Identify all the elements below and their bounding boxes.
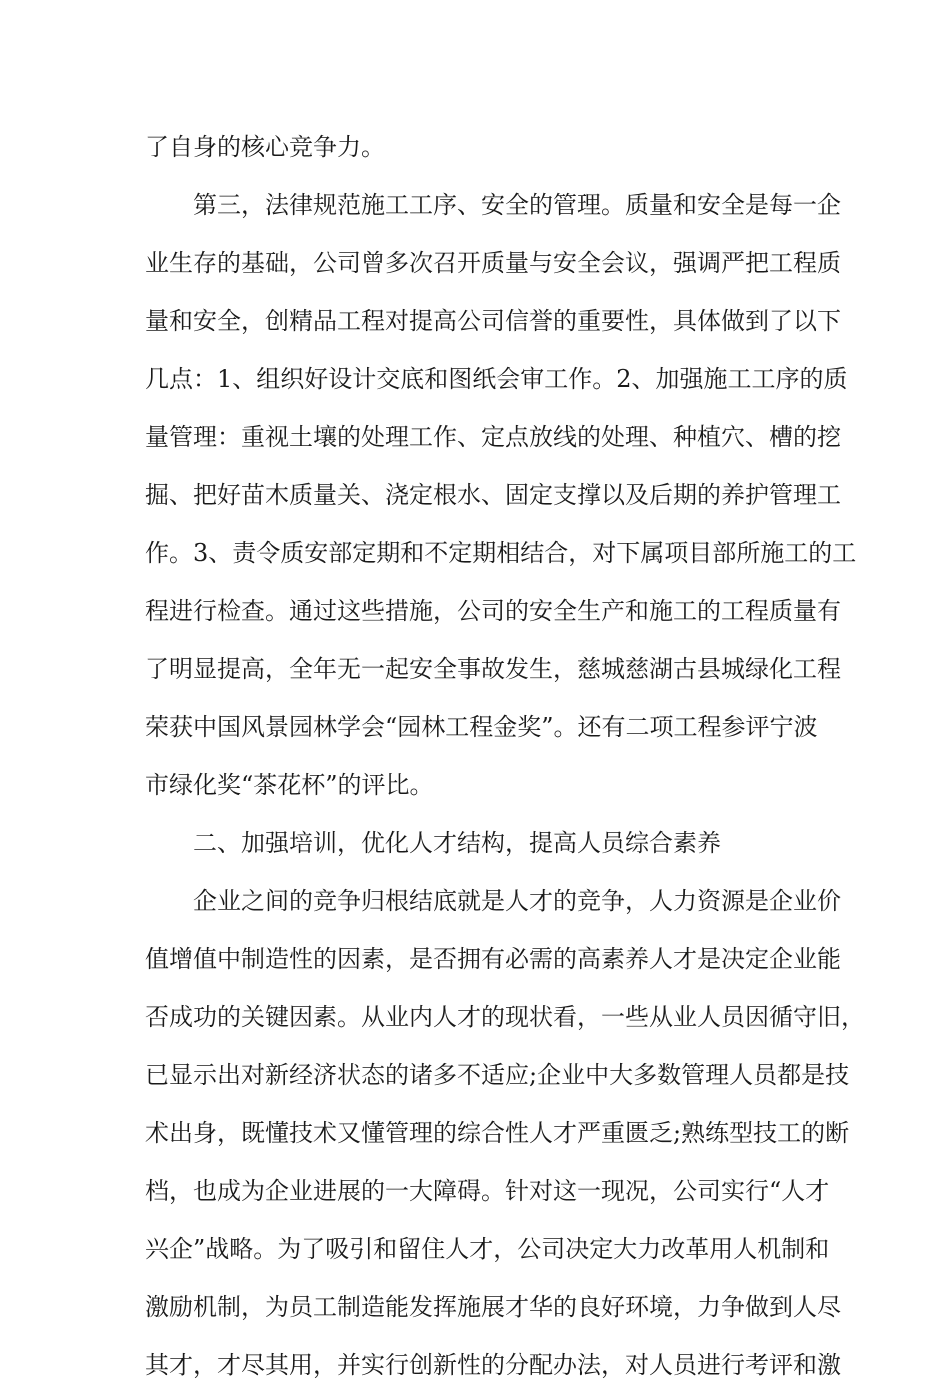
text-line: 档，也成为企业进展的一大障碍。针对这一现况，公司实行“人才 — [145, 1177, 830, 1205]
text-line: 了明显提高，全年无一起安全事故发生，慈城慈湖古县城绿化工程 — [145, 655, 841, 683]
text-line: 作。3、责令质安部定期和不定期相结合，对下属项目部所施工的工 — [145, 539, 857, 567]
text-line: 否成功的关键因素。从业内人才的现状看，一些从业人员因循守旧， — [145, 1003, 865, 1031]
text-line: 荣获中国风景园林学会“园林工程金奖”。还有二项工程参评宁波 — [145, 713, 818, 741]
text-line: 量管理：重视土壤的处理工作、定点放线的处理、种植穴、槽的挖 — [145, 423, 841, 451]
text-line: 量和安全，创精品工程对提高公司信誉的重要性，具体做到了以下 — [145, 307, 841, 335]
text-line: 程进行检查。通过这些措施，公司的安全生产和施工的工程质量有 — [145, 597, 841, 625]
text-line: 掘、把好苗木质量关、浇定根水、固定支撑以及后期的养护管理工 — [145, 481, 841, 509]
text-line: 已显示出对新经济状态的诸多不适应;企业中大多数管理人员都是技 — [145, 1061, 850, 1089]
paragraph-start-line: 企业之间的竞争归根结底就是人才的竞争，人力资源是企业价 — [193, 887, 841, 915]
text-line: 激励机制，为员工制造能发挥施展才华的良好环境，力争做到人尽 — [145, 1293, 841, 1321]
text-line: 市绿化奖“茶花杯”的评比。 — [145, 771, 434, 799]
text-line: 术出身，既懂技术又懂管理的综合性人才严重匮乏;熟练型技工的断 — [145, 1119, 850, 1147]
text-line: 其才，才尽其用，并实行创新性的分配办法，对人员进行考评和激 — [145, 1351, 841, 1379]
text-line: 了自身的核心竞争力。 — [145, 133, 385, 161]
text-line: 业生存的基础，公司曾多次召开质量与安全会议，强调严把工程质 — [145, 249, 841, 277]
text-line: 值增值中制造性的因素，是否拥有必需的高素养人才是决定企业能 — [145, 945, 841, 973]
section-heading: 二、加强培训，优化人才结构，提高人员综合素养 — [193, 829, 721, 857]
paragraph-start-line: 第三，法律规范施工工序、安全的管理。质量和安全是每一企 — [193, 191, 841, 219]
text-line: 兴企”战略。为了吸引和留住人才，公司决定大力改革用人机制和 — [145, 1235, 830, 1263]
text-line: 几点：1、组织好设计交底和图纸会审工作。2、加强施工工序的质 — [145, 365, 848, 393]
